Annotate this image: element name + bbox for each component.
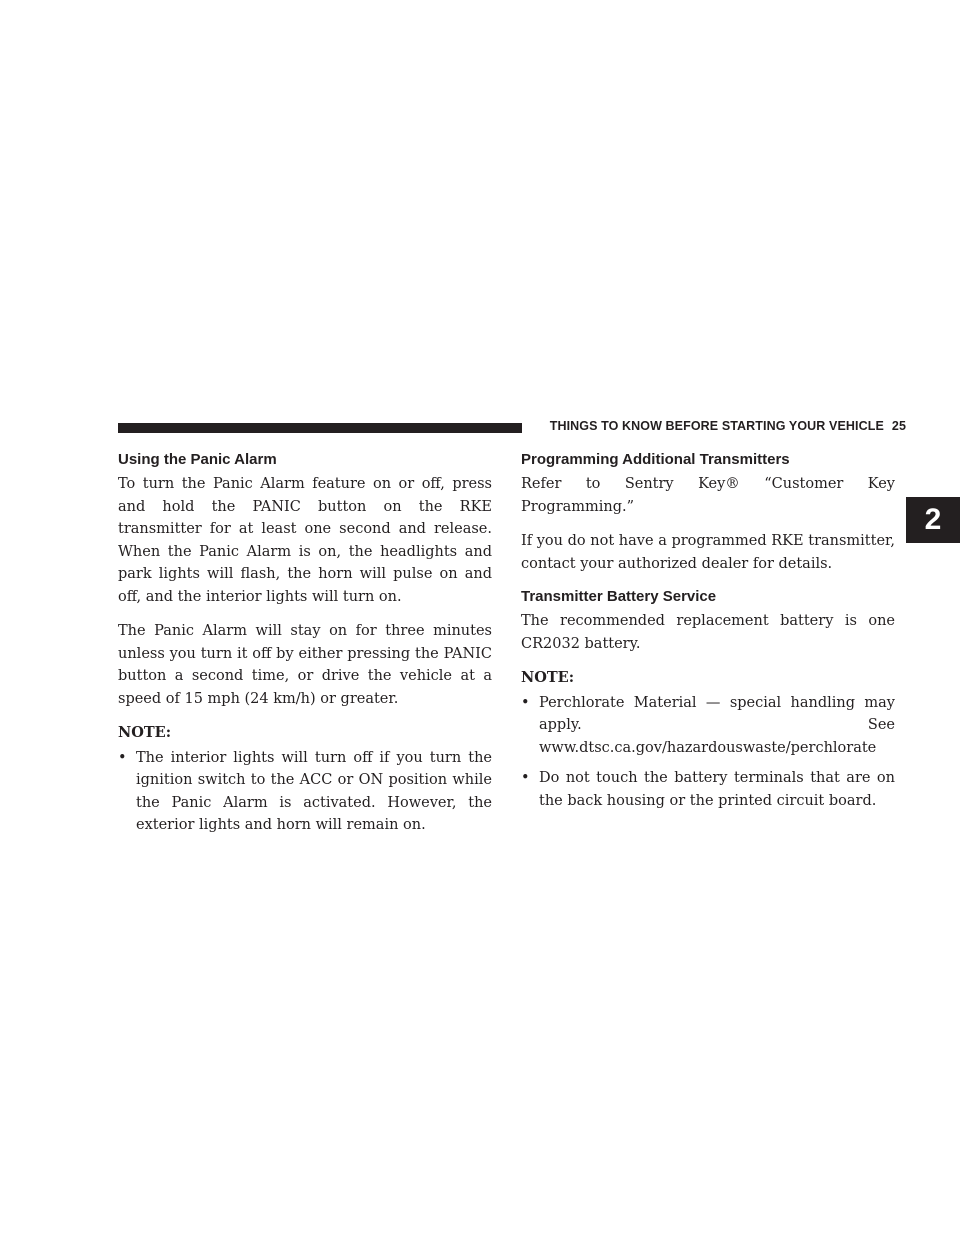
paragraph: If you do not have a programmed RKE transmitter, contact your authorized dealer for details. <box>521 533 895 572</box>
left-column <box>118 450 492 845</box>
list-item: • The interior lights will turn off if you turn the ignition switch to the ACC or ON position while the Panic Alarm is activated. However, the exterior lights and horn will remain on. <box>118 747 492 837</box>
note-list <box>118 747 492 837</box>
bullet-icon: • <box>521 770 530 786</box>
running-header <box>536 419 906 433</box>
note-label: NOTE: <box>118 724 172 741</box>
heading-panic-alarm: Using the Panic Alarm <box>118 451 277 468</box>
section-title: THINGS TO KNOW BEFORE STARTING YOUR VEHICLE <box>549 419 884 433</box>
right-column <box>521 450 895 820</box>
chapter-tab: 2 <box>906 497 960 543</box>
header-rule <box>118 423 522 433</box>
note-label: NOTE: <box>521 669 575 686</box>
heading-programming-transmitters: Programming Additional Transmitters <box>521 451 790 468</box>
paragraph: Refer to Sentry Key® “Customer Key Programming.” <box>521 476 895 515</box>
paragraph: The Panic Alarm will stay on for three minutes unless you turn it off by either pressing the PANIC button a second time, or drive the vehicle at a speed of 15 mph (24 km/h) or greater. <box>118 623 492 707</box>
bullet-icon: • <box>118 749 127 766</box>
paragraph: The recommended replacement battery is one CR2032 battery. <box>521 613 895 652</box>
list-item: • Do not touch the battery terminals that are on the back housing or the printed circuit board. <box>521 767 895 812</box>
heading-battery-service: Transmitter Battery Service <box>521 588 717 605</box>
paragraph: To turn the Panic Alarm feature on or off, press and hold the PANIC button on the RKE transmitter for at least one second and release. When the Panic Alarm is on, the headlights and park lights will flash, the horn will pulse on and off, and the interior lights will turn on. <box>118 476 492 605</box>
list-item: • Perchlorate Material — special handling may apply. See www.dtsc.ca.gov/hazardouswaste/perchlorate <box>521 692 895 760</box>
note-list <box>521 692 895 813</box>
page-number: 25 <box>891 419 906 433</box>
bullet-icon: • <box>521 694 530 711</box>
